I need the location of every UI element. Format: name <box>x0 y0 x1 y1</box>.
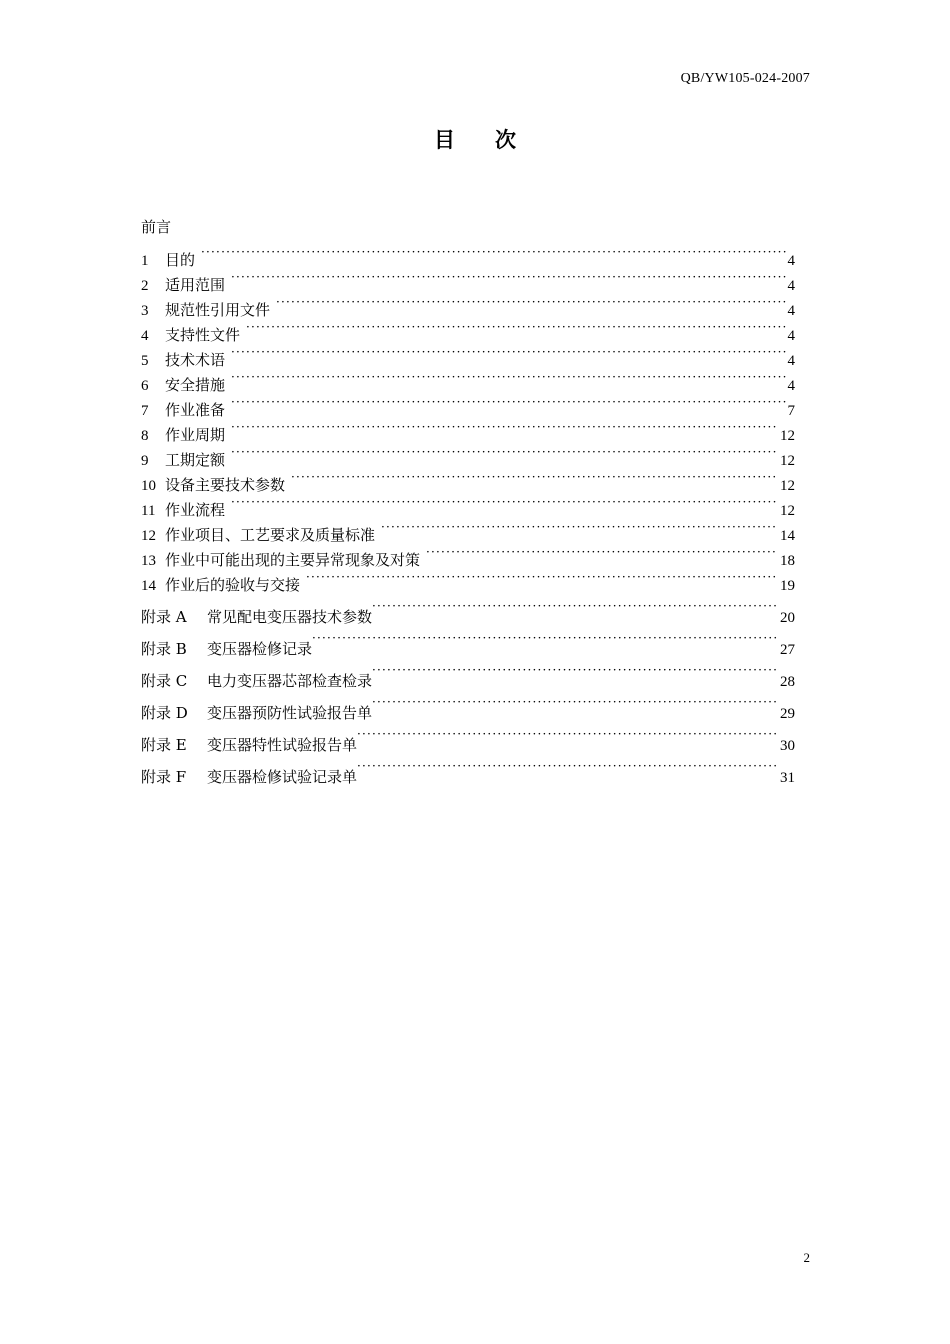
toc-item-label: 作业项目、工艺要求及质量标准 <box>165 526 376 544</box>
toc-appendix-page: 27 <box>780 642 795 658</box>
dot-leader <box>231 415 778 440</box>
page-title <box>0 124 950 154</box>
dot-leader <box>231 490 778 515</box>
dot-leader <box>426 540 778 565</box>
toc-item-page: 4 <box>787 253 795 269</box>
toc-appendix-title: 变压器特性试验报告单 <box>207 736 358 754</box>
document-code: QB/YW105-024-2007 <box>680 71 810 86</box>
toc-item-label: 技术术语 <box>165 351 226 369</box>
toc-item-label: 适用范围 <box>165 276 226 294</box>
toc-item[interactable] <box>141 265 795 294</box>
toc-item-page: 18 <box>780 553 795 569</box>
toc-appendix-page: 30 <box>780 738 795 754</box>
toc-appendix-label: 附录 D <box>141 704 188 722</box>
dot-leader <box>372 654 778 686</box>
toc-item-number: 1 <box>141 253 149 269</box>
toc-item-label: 目的 <box>165 251 196 269</box>
toc-item-page: 12 <box>780 428 795 444</box>
toc-appendix-label: 附录 F <box>141 768 187 786</box>
toc-item-label: 安全措施 <box>165 376 226 394</box>
toc-appendix-title: 常见配电变压器技术参数 <box>207 608 373 626</box>
toc-item-page: 4 <box>787 278 795 294</box>
toc-item[interactable] <box>141 340 795 369</box>
dot-leader <box>231 440 778 465</box>
toc-item-page: 19 <box>780 578 795 594</box>
toc-item-number: 12 <box>141 528 156 544</box>
toc-preface-label: 前言 <box>141 218 172 236</box>
dot-leader <box>231 340 785 365</box>
toc-item-number: 3 <box>141 303 149 319</box>
toc-appendix-title: 电力变压器芯部检查检录 <box>207 672 373 690</box>
toc-item[interactable] <box>141 415 795 444</box>
dot-leader <box>231 390 785 415</box>
toc-item[interactable] <box>141 490 795 519</box>
toc-item-number: 14 <box>141 578 156 594</box>
page-number: 2 <box>803 1250 810 1265</box>
toc-item-page: 4 <box>787 303 795 319</box>
toc-appendix-label: 附录 E <box>141 736 187 754</box>
dot-leader <box>357 750 778 782</box>
toc-item-page: 12 <box>780 453 795 469</box>
toc-item[interactable] <box>141 390 795 419</box>
dot-leader <box>231 265 785 290</box>
title-char-1: 目 <box>434 127 455 152</box>
toc-item-label: 规范性引用文件 <box>165 301 271 319</box>
toc-item-number: 7 <box>141 403 149 419</box>
toc-appendix-title: 变压器检修记录 <box>207 640 313 658</box>
toc-item-number: 8 <box>141 428 149 444</box>
toc-item-page: 4 <box>787 328 795 344</box>
toc-item-label: 作业准备 <box>165 401 226 419</box>
table-of-contents <box>141 215 795 786</box>
dot-leader <box>291 465 778 490</box>
toc-appendix-label: 附录 A <box>141 608 187 626</box>
toc-item[interactable] <box>141 515 795 544</box>
toc-item-label: 作业中可能出现的主要异常现象及对策 <box>165 551 421 569</box>
toc-item-page: 12 <box>780 478 795 494</box>
toc-item[interactable] <box>141 365 795 394</box>
toc-appendix-page: 28 <box>780 674 795 690</box>
toc-item-number: 2 <box>141 278 149 294</box>
dot-leader <box>381 515 778 540</box>
toc-item-label: 作业周期 <box>165 426 226 444</box>
toc-item-label: 工期定额 <box>165 451 226 469</box>
dot-leader <box>357 718 778 750</box>
toc-item-number: 4 <box>141 328 149 344</box>
toc-item-number: 9 <box>141 453 149 469</box>
toc-item-number: 6 <box>141 378 149 394</box>
title-char-2: 次 <box>495 127 516 152</box>
dot-leader <box>231 365 785 390</box>
dot-leader <box>372 686 778 718</box>
dot-leader <box>201 240 785 265</box>
toc-appendix-label: 附录 C <box>141 672 188 690</box>
dot-leader <box>372 590 778 622</box>
toc-appendix-page: 29 <box>780 706 795 722</box>
dot-leader <box>306 565 778 590</box>
toc-appendix-page: 31 <box>780 770 795 786</box>
toc-item-number: 10 <box>141 478 156 494</box>
toc-item-label: 支持性文件 <box>165 326 241 344</box>
toc-item-number: 13 <box>141 553 156 569</box>
toc-item-label: 设备主要技术参数 <box>165 476 286 494</box>
toc-item-label: 作业流程 <box>165 501 226 519</box>
toc-preface[interactable] <box>141 215 795 240</box>
toc-item-page: 4 <box>787 378 795 394</box>
toc-item-page: 12 <box>780 503 795 519</box>
toc-item[interactable] <box>141 240 795 269</box>
dot-leader <box>276 290 785 315</box>
toc-item[interactable] <box>141 290 795 319</box>
toc-appendix-title: 变压器预防性试验报告单 <box>207 704 373 722</box>
toc-item-page: 4 <box>787 353 795 369</box>
toc-item-page: 14 <box>780 528 795 544</box>
toc-item-page: 7 <box>787 403 795 419</box>
toc-item-number: 5 <box>141 353 149 369</box>
toc-item-label: 作业后的验收与交接 <box>165 576 301 594</box>
toc-item[interactable] <box>141 440 795 469</box>
toc-appendix-label: 附录 B <box>141 640 187 658</box>
dot-leader <box>312 622 778 654</box>
dot-leader <box>246 315 785 340</box>
toc-appendix-title: 变压器检修试验记录单 <box>207 768 358 786</box>
toc-item[interactable] <box>141 465 795 494</box>
toc-appendix-page: 20 <box>780 610 795 626</box>
toc-item-number: 11 <box>141 503 156 519</box>
